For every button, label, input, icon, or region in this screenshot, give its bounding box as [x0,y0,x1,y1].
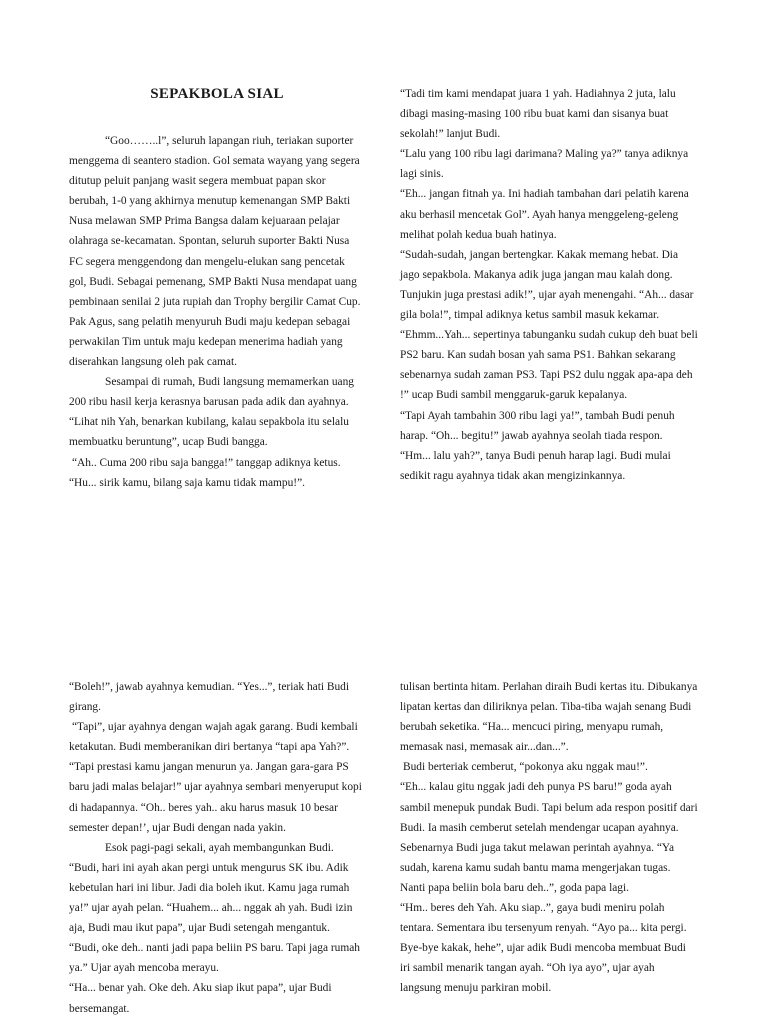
paragraph: “Ha... benar yah. Oke deh. Aku siap ikut papa”, ujar Budi bersemangat. [69,982,332,1015]
paragraph: tulisan bertinta hitam. Perlahan diraih Budi kertas itu. Dibukanya lipatan kertas dan diliriknya pelan. Tiba-tiba wajah senang Budi berubah seketika. “Ha... mencuci piring, menyapu rumah, memasak nasi, memasak air...dan...”. [400,681,698,754]
text-column-bottom-right [400,677,698,999]
paragraph: “Goo……..l”, seluruh lapangan riuh, teriakan suporter menggema di seantero stadion. Gol semata wayang yang segera ditutup peluit panjang wasit segera membuat papan skor berubah, 1-0 yang akhirnya menutup kemenangan SMP Bakti Nusa melawan SMP Prima Bangsa dalam kejuaraan pelajar olahraga se-kecamatan. Spontan, seluruh suporter Bakti Nusa FC segera menggendong dan mengelu-elukan sang pencetak gol, Budi. Sebagai pemenang, SMP Bakti Nusa mendapat uang pembinaan senilai 2 juta rupiah dan Trophy bergilir Camat Cup. Pak Agus, sang pelatih menyuruh Budi maju kedepan sebagai perwakilan Tim untuk maju kedepan menerima hadiah yang diserahkan langsung oleh pak camat. [69,135,361,369]
paragraph: “Boleh!”, jawab ayahnya kemudian. “Yes...”, teriak hati Budi girang. [69,681,350,714]
paragraph: “Hu... sirik kamu, bilang saja kamu tidak mampu!”. [69,476,305,489]
paragraph: “Ehmm...Yah... sepertinya tabunganku sudah cukup deh buat beli PS2 baru. Kan sudah bosan yah sama PS1. Bahkan sekarang sebenarnya sudah zaman PS3. Tapi PS2 dulu nggak apa-apa deh !” ucap Budi sambil menggaruk-garuk kepalanya. [400,329,698,402]
text-column-bottom-left [69,677,367,1019]
paragraph: “Budi, hari ini ayah akan pergi untuk mengurus SK ibu. Adik kebetulan hari ini libur. Jadi dia boleh ikut. Kamu jaga rumah ya!” ujar ayah pelan. “Huahem... ah... nggak ah yah. Budi izin aja, Budi mau ikut papa”, ujar Budi setengah mengantuk. [69,861,353,935]
paragraph: “Tapi”, ujar ayahnya dengan wajah agak garang. Budi kembali ketakutan. Budi memberanikan diri bertanya “tapi apa Yah?”. [69,721,358,754]
paragraph: “Lalu yang 100 ribu lagi darimana? Maling ya?” tanya adiknya lagi sinis. [400,148,689,181]
paragraph: Esok pagi-pagi sekali, ayah membangunkan Budi. [105,841,334,854]
story-title: SEPAKBOLA SIAL [150,86,284,102]
paragraph: “Eh... jangan fitnah ya. Ini hadiah tambahan dari pelatih karena aku berhasil mencetak Gol”. Ayah hanya menggeleng-geleng melihat polah kedua buah hatinya. [400,188,689,241]
paragraph: “Tapi prestasi kamu jangan menurun ya. Jangan gara-gara PS baru jadi malas belajar!” ujar ayahnya sembari menyeruput kopi di hadapannya. “Oh.. beres yah.. aku harus masuk 10 besar semester depan!’, ujar Budi dengan nada yakin. [69,761,362,834]
text-column-top-left [69,131,365,493]
paragraph: “Sudah-sudah, jangan bertengkar. Kakak memang hebat. Dia jago sepakbola. Makanya adik juga jangan mau kalah dong. Tunjukin juga prestasi adik!”, ujar ayah menengahi. “Ah... dasar gila bola!”, timpal adiknya ketus sambil masuk kekamar. [400,248,694,322]
paragraph: “Lihat nih Yah, benarkan kubilang, kalau sepakbola itu selalu membuatku beruntung”, ucap Budi bangga. [69,416,349,449]
paragraph: “Tapi Ayah tambahin 300 ribu lagi ya!”, tambah Budi penuh harap. “Oh... begitu!” jawab ayahnya seolah tiada respon. [400,409,675,442]
paragraph: “Hm.. beres deh Yah. Aku siap..”, gaya budi meniru polah tentara. Sementara ibu tersenyum renyah. “Ayo pa... kita pergi. Bye-bye kakak, hehe”, ujar adik Budi mencoba membuat Budi iri sambil menarik tangan ayah. “Oh iya ayo”, ujar ayah langsung menuju parkiran mobil. [400,902,687,995]
text-column-top-right [400,84,700,486]
paragraph: Budi berteriak cemberut, “pokonya aku nggak mau!”. [403,761,648,774]
paragraph: “Ah.. Cuma 200 ribu saja bangga!” tanggap adiknya ketus. [72,456,341,469]
paragraph: “Budi, oke deh.. nanti jadi papa beliin PS baru. Tapi jaga rumah ya.” Ujar ayah mencoba merayu. [69,942,360,975]
paragraph: “Hm... lalu yah?”, tanya Budi penuh harap lagi. Budi mulai sedikit ragu ayahnya tidak akan mengizinkannya. [400,449,671,482]
paragraph: “Tadi tim kami mendapat juara 1 yah. Hadiahnya 2 juta, lalu dibagi masing-masing 100 ribu buat kami dan sisanya buat sekolah!” lanjut Budi. [400,88,676,141]
paragraph: “Eh... kalau gitu nggak jadi deh punya PS baru!” goda ayah sambil menepuk pundak Budi. Tapi belum ada respon positif dari Budi. Ia masih cemberut setelah mendengar ucapan ayahnya. Sebenarnya Budi juga takut melawan perintah ayahnya. “Ya sudah, karena kamu sudah bantu mama mengerjakan tugas. Nanti papa beliin bola baru deh..”, goda papa lagi. [400,781,698,894]
paragraph: Sesampai di rumah, Budi langsung memamerkan uang 200 ribu hasil kerja kerasnya barusan pada adik dan ayahnya. [69,376,354,409]
